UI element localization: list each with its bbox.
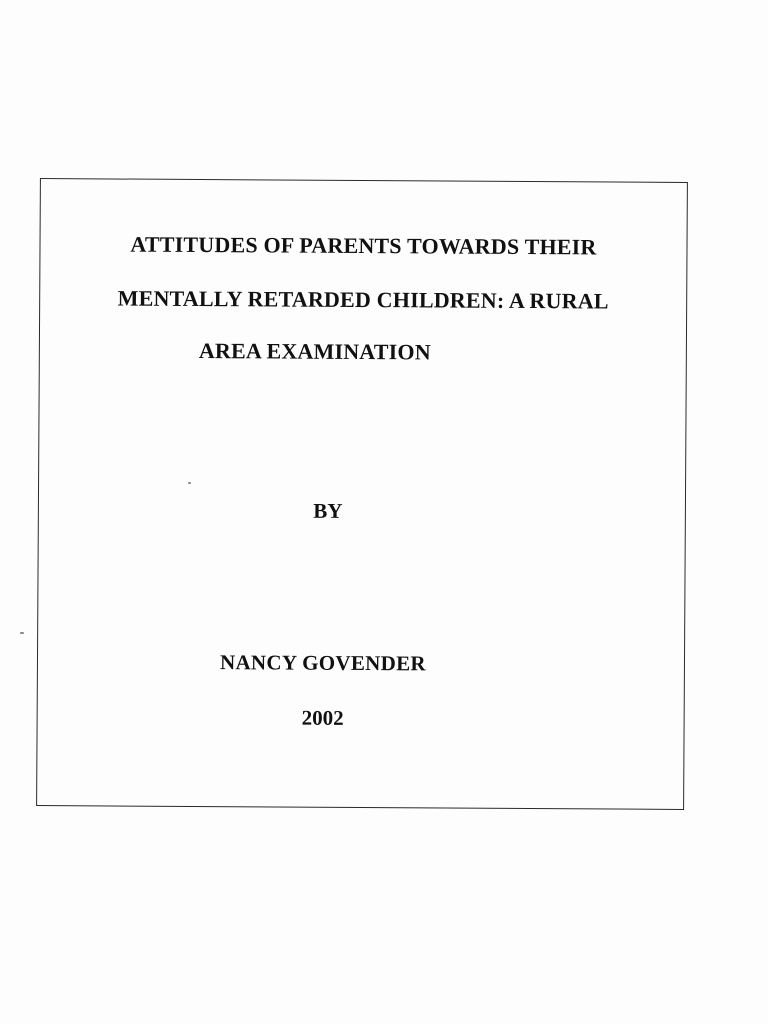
publication-year: 2002 bbox=[301, 705, 344, 730]
by-label: BY bbox=[313, 498, 343, 523]
title-line-1: ATTITUDES OF PARENTS TOWARDS THEIR bbox=[130, 231, 597, 260]
title-page-frame bbox=[36, 178, 688, 810]
title-line-3: AREA EXAMINATION bbox=[198, 338, 431, 365]
author-name: NANCY GOVENDER bbox=[219, 650, 426, 676]
scan-speck bbox=[20, 632, 24, 634]
title-line-2: MENTALLY RETARDED CHILDREN: A RURAL bbox=[117, 285, 609, 314]
